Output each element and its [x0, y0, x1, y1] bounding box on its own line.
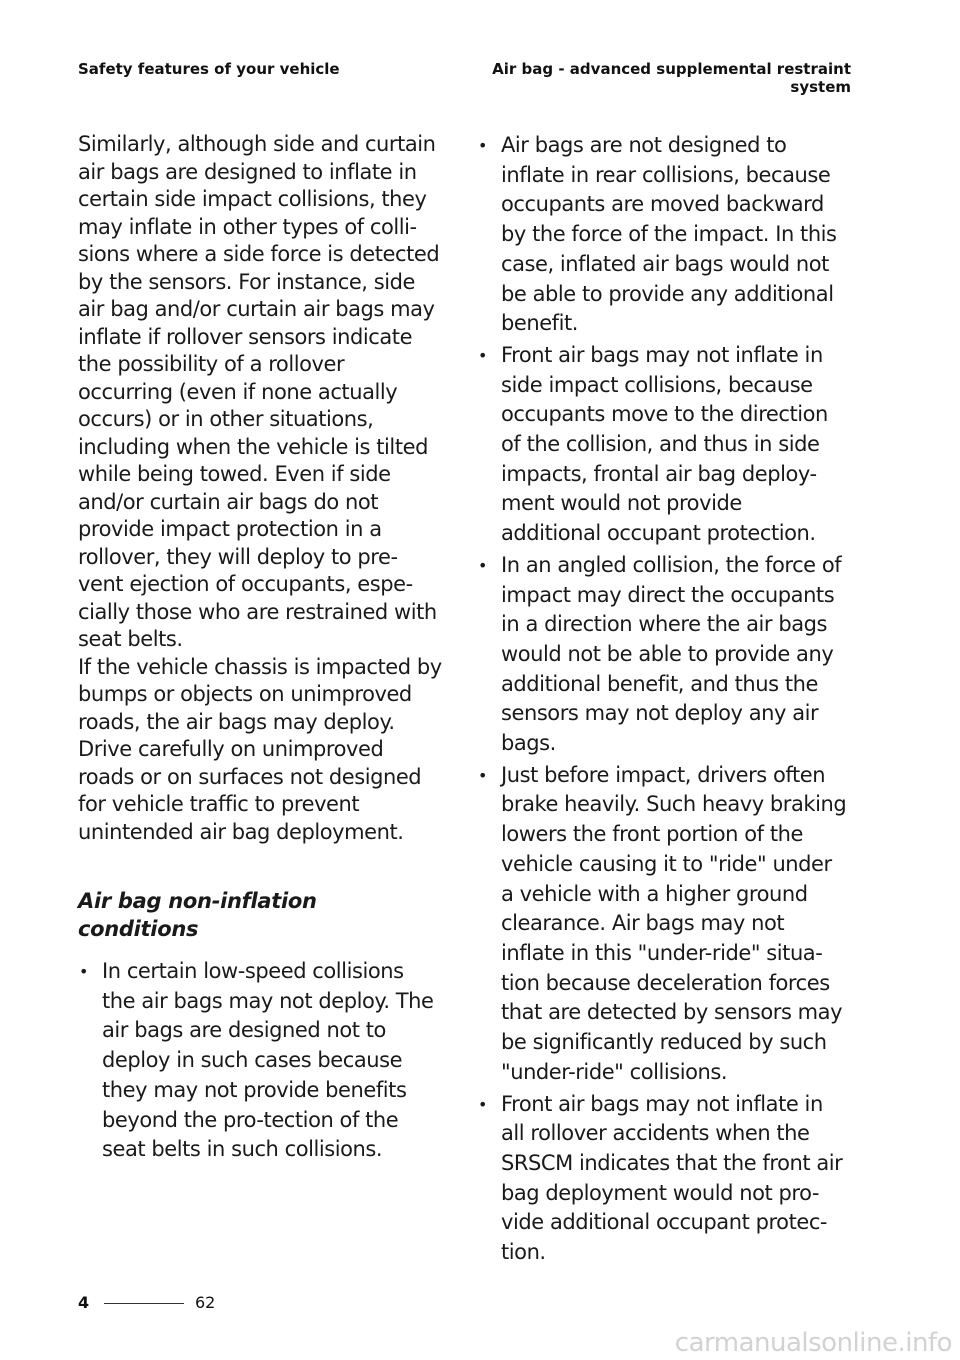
list-item-text: Just before impact, drivers often brake heavily. Such heavy braking lowers the front portion of the vehicle causing it to "ride" under a vehicle with a higher ground clearance. Air bags may not inflate in this "under-ride" situa-tion because deceleration forces that are detected by sensors may be significantly reduced by such "under-ride" collisions.: [501, 762, 847, 1084]
list-item-text: In an angled collision, the force of impact may direct the occupants in a direction where the air bags would not be able to provide any additional benefit, and thus the sensors may not deploy any air bags.: [501, 552, 842, 756]
footer-divider: [104, 1303, 184, 1304]
list-item: [477, 341, 847, 549]
right-column: [477, 131, 847, 1270]
page-number: 62: [195, 1293, 216, 1312]
list-item-text: In certain low-speed collisions the air bags may not deploy. The air bags are designed not to deploy in such cases because they may not provide benefits beyond the pro-tection of the seat belts in such collisions.: [102, 959, 434, 1162]
list-item: [477, 761, 847, 1088]
bullet-icon: •: [478, 1094, 487, 1114]
list-item: [477, 1090, 847, 1268]
left-column: [78, 131, 442, 1167]
bullet-icon: •: [478, 555, 487, 575]
bullet-list: [78, 957, 442, 1165]
site-watermark: carmanualsonline.info: [674, 1328, 952, 1358]
list-item-text: Front air bags may not inflate in side impact collisions, because occupants move to the direction of the collision, and thus in side impacts, frontal air bag deploy-ment would not provide additional occupant protection.: [501, 342, 828, 546]
running-header-section: Safety features of your vehicle: [78, 60, 340, 78]
running-header-topic: Air bag - advanced supplemental restraint system: [492, 60, 851, 96]
chapter-number: 4: [78, 1293, 90, 1312]
list-item: [477, 131, 847, 339]
bullet-list: [477, 131, 847, 1268]
list-item-text: Air bags are not designed to inflate in rear collisions, because occupants are moved backward by the force of the impact. In this case, inflated air bags would not be able to provide any additional benefit.: [501, 133, 837, 336]
paragraph: Similarly, although side and curtain air bags are designed to inflate in certain side impact collisions, they may inflate in other types of colli-sions where a side force is detected by the sensors. For instance, side air bag and/or curtain air bags may inflate if rollover sensors indicate the possibility of a rollover occurring (even if none actually occurs) or in other situations, including when the vehicle is tilted while being towed. Even if side and/or curtain air bags do not provide impact protection in a rollover, they will deploy to pre-vent ejection of occupants, espe-cially those who are restrained with seat belts.: [78, 132, 440, 651]
list-item: [477, 551, 847, 759]
list-item-text: Front air bags may not inflate in all rollover accidents when the SRSCM indicates that the front air bag deployment would not pro-vide additional occupant protec-tion.: [501, 1091, 843, 1265]
bullet-icon: •: [478, 345, 487, 365]
list-item: [78, 957, 442, 1165]
bullet-icon: •: [478, 136, 487, 155]
paragraph: If the vehicle chassis is impacted by bumps or objects on unimproved roads, the air bags may deploy. Drive carefully on unimproved roads or on surfaces not designed for vehicle traffic to prevent unintended air bag deployment.: [78, 654, 442, 844]
bullet-icon: •: [79, 962, 88, 981]
section-heading: Air bag non-inflation conditions: [78, 889, 317, 941]
bullet-icon: •: [478, 765, 487, 785]
